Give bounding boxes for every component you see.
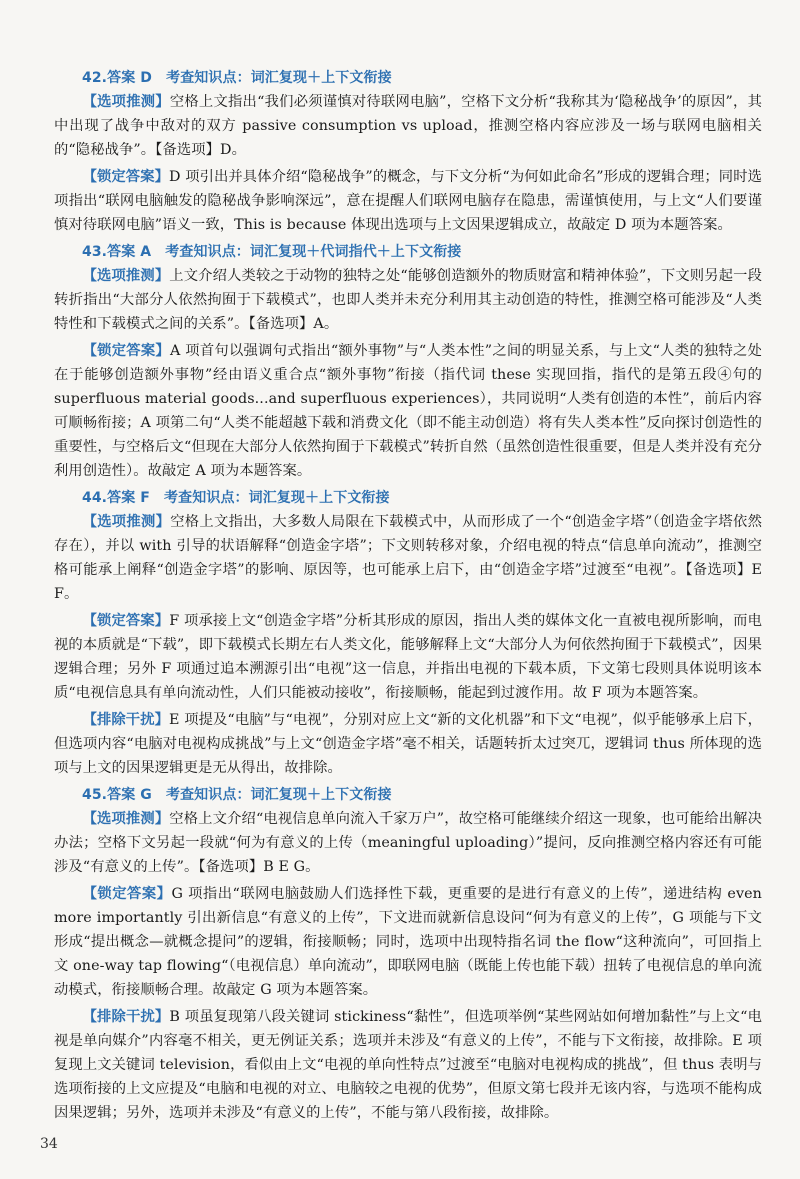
tag-label: 【选项推测】 <box>82 514 171 530</box>
paragraph-text: 空格上文指出“我们必须谨慎对待联网电脑”，空格下文分析“我称其为‘隐秘战争’的原因”，其中出现了战争中敌对的双方 passive consumption vs upload，推测空格内容应涉及一场与联网电脑相关的“隐秘战争”。【备选项】D。 <box>54 94 762 158</box>
tag-label: 【排除干扰】 <box>82 1009 170 1025</box>
paragraph <box>54 264 762 336</box>
paragraph-text: F 项承接上文“创造金字塔”分析其形成的原因，指出人类的媒体文化一直被电视所影响，而电视的本质就是“下载”，即下载模式长期左右人类文化，能够解释上文“大部分人为何依然拘囿于下载模式”，因果逻辑合理；另外 F 项通过追本溯源引出“电视”这一信息，并指出电视的下载本质，下文第七段则具体说明该本质“电视信息具有单向流动性，人们只能被动接收”，衔接顺畅，能起到过渡作用。故 F 项为本题答案。 <box>54 613 762 701</box>
tag-label: 【锁定答案】 <box>82 886 172 902</box>
paragraph <box>54 807 762 879</box>
paragraph-text: G 项指出“联网电脑鼓励人们选择性下载，更重要的是进行有意义的上传”，递进结构 even more importantly 引出新信息“有意义的上传”，下文进而就新信息设问“何为有意义的上传”，G 项能与下文形成“提出概念—就概念提问”的逻辑，衔接顺畅；同时，选项中出现特指名词 the flow“这种流向”，可回指上文 one-way tap flowing“（电视信息）单向流动”，即联网电脑（既能上传也能下载）扭转了电视信息的单向流动模式，衔接顺畅合理。故敲定 G 项为本题答案。 <box>54 886 762 998</box>
paragraph <box>54 339 762 483</box>
answer-heading-44: 44.答案 F 考查知识点：词汇复现＋上下文衔接 <box>82 490 390 506</box>
document-body <box>54 64 762 1128</box>
tag-label: 【锁定答案】 <box>82 169 169 185</box>
answer-heading-45: 45.答案 G 考查知识点：词汇复现＋上下文衔接 <box>82 787 392 803</box>
tag-label: 【选项推测】 <box>82 94 170 110</box>
paragraph <box>54 708 762 780</box>
paragraph <box>54 1005 762 1125</box>
paragraph <box>54 609 762 705</box>
paragraph-text: D 项引出并具体介绍“隐秘战争”的概念，与下文分析“为何如此命名”形成的逻辑合理；同时选项指出“联网电脑触发的隐秘战争影响深远”，意在提醒人们联网电脑存在隐患，需谨慎使用，与上文“人们要谨慎对待联网电脑”语义一致，This is because 体现出选项与上文因果逻辑成立，故敲定 D 项为本题答案。 <box>54 169 763 233</box>
paragraph-text: A 项首句以强调句式指出“额外事物”与“人类本性”之间的明显关系，与上文“人类的独特之处在于能够创造额外事物”经由语义重合点“额外事物”衔接（指代词 these 实现回指，指代的是第五段④句的 superfluous material goods...and superfluous experiences），共同说明“人类有创造的本性”，前后内容可顺畅衔接；A 项第二句“人类不能超越下载和消费文化（即不能主动创造）将有失人类本性”反向探讨创造性的重要性，与空格后文“但现在大部分人依然拘囿于下载模式”转折自然（虽然创造性很重要，但是人类并没有充分利用创造性）。故敲定 A 项为本题答案。 <box>54 343 763 479</box>
paragraph-text: 空格上文介绍“电视信息单向流入千家万户”，故空格可能继续介绍这一现象，也可能给出解决办法；空格下文另起一段就“何为有意义的上传（meaningful uploading）”提问，反向推测空格内容还有可能涉及“有意义的上传”。【备选项】B E G。 <box>54 811 762 875</box>
paragraph <box>54 882 762 1002</box>
paragraph <box>54 510 762 606</box>
tag-label: 【锁定答案】 <box>82 613 170 629</box>
paragraph-text: E 项提及“电脑”与“电视”，分别对应上文“新的文化机器”和下文“电视”，似乎能够承上启下，但选项内容“电脑对电视构成挑战”与上文“创造金字塔”毫不相关，话题转折太过突兀，逻辑词 thus 所体现的选项与上文的因果逻辑更是无从得出，故排除。 <box>54 712 762 776</box>
tag-label: 【选项推测】 <box>82 268 170 284</box>
page-number: 34 <box>40 1136 58 1152</box>
paragraph-text: 上文介绍人类较之于动物的独特之处“能够创造额外的物质财富和精神体验”，下文则另起一段转折指出“大部分人依然拘囿于下载模式”，也即人类并未充分利用其主动创造的特性，推测空格可能涉及“人类特性和下载模式之间的关系”。【备选项】A。 <box>54 268 762 332</box>
paragraph <box>54 165 762 237</box>
paragraph <box>54 90 762 162</box>
paragraph-text: 空格上文指出，大多数人局限在下载模式中，从而形成了一个“创造金字塔”（创造金字塔依然存在），并以 with 引导的状语解释“创造金字塔”；下文则转移对象，介绍电视的特点“信息单向流动”，推测空格可能承上阐释“创造金字塔”的影响、原因等，也可能承上启下，由“创造金字塔”过渡至“电视”。【备选项】E F。 <box>54 514 762 602</box>
tag-label: 【选项推测】 <box>82 811 170 827</box>
paragraph-text: B 项虽复现第八段关键词 stickiness“黏性”，但选项举例“某些网站如何增加黏性”与上文“电视是单向媒介”内容毫不相关，更无例证关系；选项并未涉及“有意义的上传”，不能与下文衔接，故排除。E 项复现上文关键词 television，看似由上文“电视的单向性特点”过渡至“电脑对电视构成的挑战”，但 thus 表明与选项衔接的上文应提及“电脑和电视的对立、电脑较之电视的优势”，但原文第七段并无该内容，与选项不能构成因果逻辑；另外，选项并未涉及“有意义的上传”，不能与第八段衔接，故排除。 <box>54 1009 762 1121</box>
tag-label: 【排除干扰】 <box>82 712 170 728</box>
tag-label: 【锁定答案】 <box>82 343 171 359</box>
answer-heading-42: 42.答案 D 考查知识点：词汇复现＋上下文衔接 <box>82 70 392 86</box>
answer-heading-43: 43.答案 A 考查知识点：词汇复现＋代词指代＋上下文衔接 <box>82 244 462 260</box>
